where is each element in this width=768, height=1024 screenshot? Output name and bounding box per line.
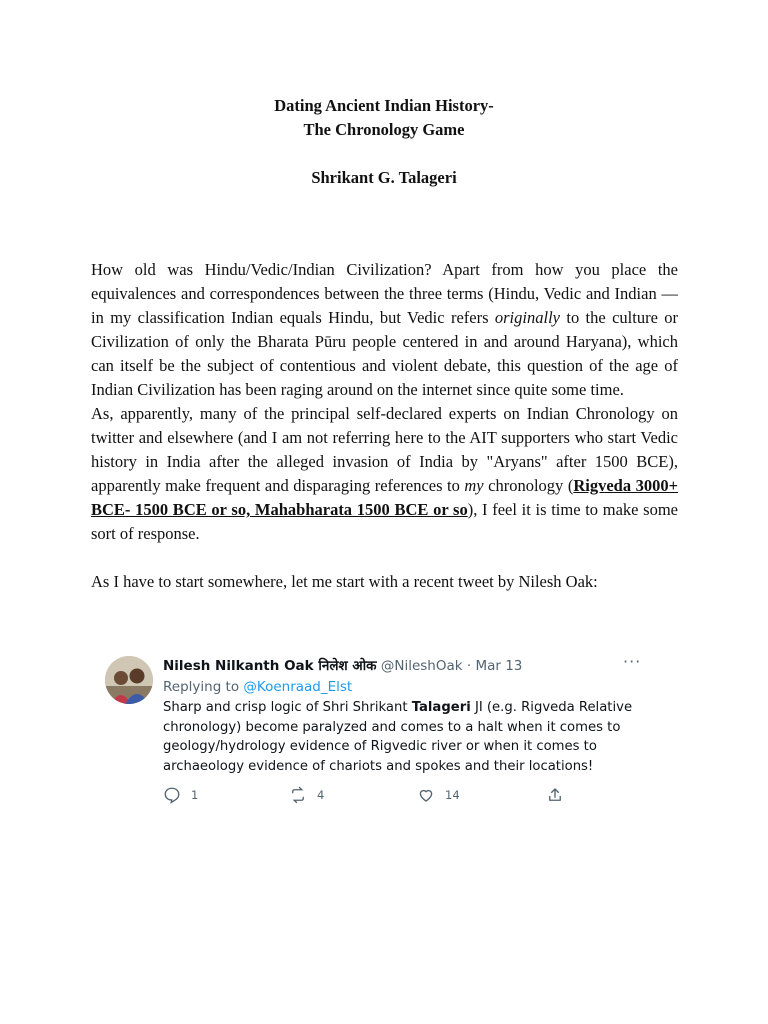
tweet-author-name[interactable]: Nilesh Nilkanth Oak निलेश ओक — [163, 658, 377, 674]
tweet-text-b: JI (e.g. Rigveda Relative chronology) become paralyzed and comes to a halt when it comes to geology/hydrology evidence of Rigvedic river or when it comes to archaeology evidence of chariots and spokes and their locations! — [163, 700, 633, 774]
like-icon — [417, 786, 435, 804]
avatar-photo-icon — [105, 656, 153, 704]
replying-to — [163, 679, 352, 695]
p1-italic: originally — [494, 308, 560, 327]
paragraph-3: As I have to start somewhere, let me start with a recent tweet by Nilesh Oak: — [91, 572, 598, 591]
replying-label: Replying to — [163, 679, 244, 695]
tweet-header — [163, 656, 522, 674]
replying-handle[interactable]: @Koenraad_Elst — [243, 679, 353, 695]
tweet-actions — [163, 786, 583, 806]
retweet-icon — [289, 786, 307, 804]
p2-text-b: chronology ( — [483, 476, 574, 495]
tweet-text-bold: Talageri — [411, 700, 471, 715]
share-button[interactable] — [546, 786, 564, 804]
tweet-text-a: Sharp and crisp logic of Shri Shrikant — [163, 700, 412, 715]
like-button[interactable] — [417, 786, 460, 804]
more-options-icon[interactable]: ··· — [623, 652, 642, 671]
p2-bold-underlined: Rigveda 3000+ BCE- 1500 BCE or so, Mahabharata 1500 BCE or so — [91, 476, 678, 519]
reply-button[interactable] — [163, 786, 198, 804]
retweet-button[interactable] — [289, 786, 324, 804]
avatar[interactable] — [105, 656, 153, 704]
like-count: 14 — [445, 788, 460, 802]
tweet-date[interactable]: · Mar 13 — [466, 658, 523, 674]
tweet-text — [163, 698, 643, 776]
title-line-2: The Chronology Game — [303, 120, 465, 139]
author: Shrikant G. Talageri — [311, 168, 457, 187]
body-text — [91, 258, 678, 594]
title-line-1: Dating Ancient Indian History- — [274, 96, 494, 115]
document-title — [0, 94, 768, 190]
p1-text-b: to the culture or Civilization of only the Bharata Pūru people centered in and around Haryana), which can itself be the subject of contentious and violent debate, this question of the age of Indian Civilization has been raging around on the internet since quite some time. — [91, 308, 679, 399]
p1-text-a: How old was Hindu/Vedic/Indian Civilization? Apart from how you place the equivalences and correspondences between the three terms (Hindu, Vedic and Indian — in my classification Indian equals Hindu, but Vedic refers — [91, 260, 678, 327]
p2-italic: my — [464, 476, 484, 495]
p2-text-c: ), I feel it is time to make some sort of response. — [91, 500, 679, 543]
share-icon — [546, 786, 564, 804]
embedded-tweet — [105, 650, 665, 820]
reply-count: 1 — [191, 788, 199, 802]
paragraph-1 — [91, 258, 678, 402]
retweet-count: 4 — [317, 788, 325, 802]
paragraph-2 — [91, 402, 678, 546]
tweet-handle[interactable]: @NileshOak — [380, 658, 463, 674]
p2-text-a: As, apparently, many of the principal self-declared experts on Indian Chronology on twitter and elsewhere (and I am not referring here to the AIT supporters who start Vedic history in India after the alleged invasion of India by "Aryans" after 1500 BCE), apparently make frequent and disparaging references to — [91, 404, 678, 495]
reply-icon — [163, 786, 181, 804]
